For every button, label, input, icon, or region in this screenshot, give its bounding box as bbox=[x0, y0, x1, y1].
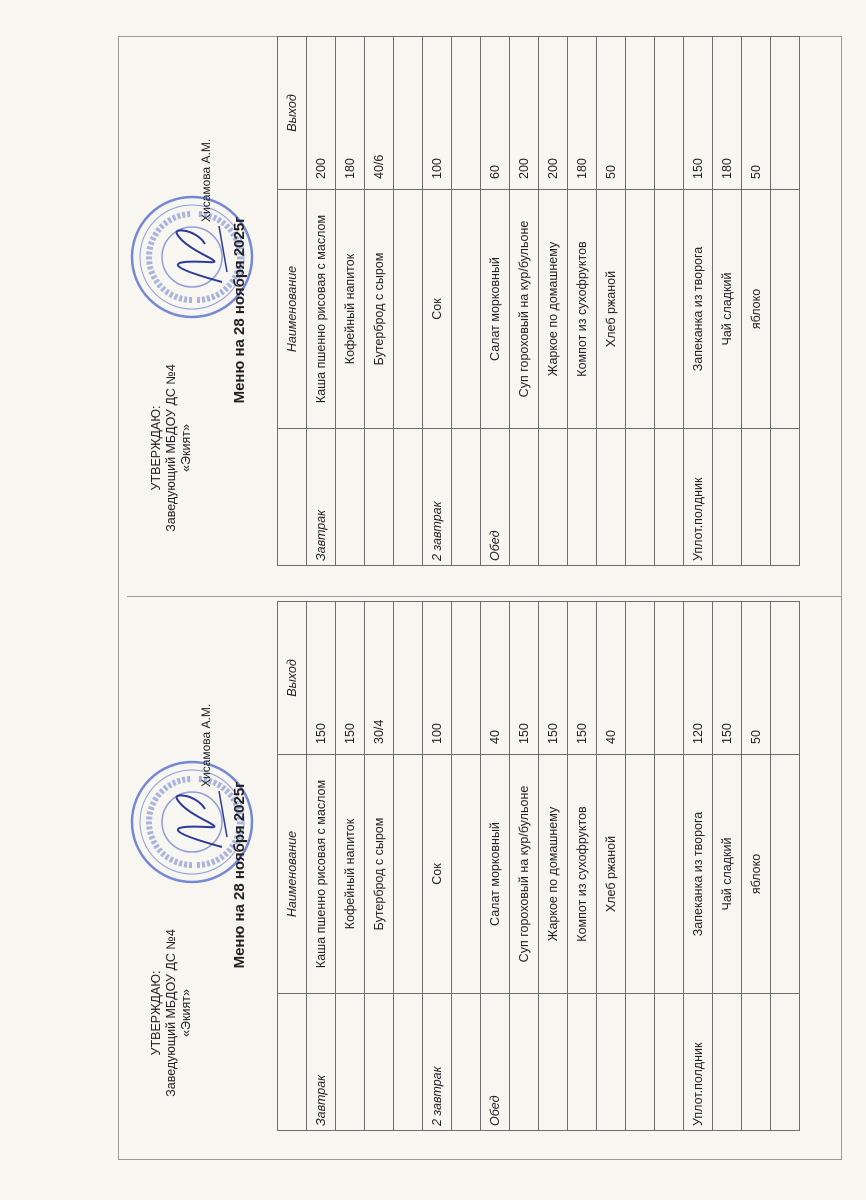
output-cell: 200 bbox=[307, 37, 336, 190]
meal-cell bbox=[394, 429, 423, 566]
meal-cell: Уплот.полдник bbox=[684, 429, 713, 566]
header-output: Выход bbox=[278, 37, 307, 190]
dish-cell bbox=[655, 755, 684, 994]
dish-cell bbox=[626, 190, 655, 429]
table-row bbox=[626, 602, 655, 1131]
dish-cell bbox=[771, 190, 800, 429]
output-cell bbox=[655, 602, 684, 755]
meal-cell bbox=[742, 994, 771, 1131]
table-row bbox=[452, 37, 481, 566]
table-row bbox=[336, 602, 365, 1131]
output-cell: 200 bbox=[510, 37, 539, 190]
output-cell: 60 bbox=[481, 37, 510, 190]
menu-rows bbox=[307, 37, 800, 566]
approval-org: «Экият» bbox=[179, 424, 193, 472]
dish-cell: Компот из сухофруктов bbox=[568, 190, 597, 429]
dish-cell: Хлеб ржаной bbox=[597, 190, 626, 429]
output-cell: 150 bbox=[307, 602, 336, 755]
table-row bbox=[481, 37, 510, 566]
output-cell: 180 bbox=[713, 37, 742, 190]
meal-cell bbox=[568, 994, 597, 1131]
dish-cell: Каша пшенно рисовая с маслом bbox=[307, 190, 336, 429]
output-cell: 100 bbox=[423, 602, 452, 755]
table-row bbox=[394, 602, 423, 1131]
meal-cell: Обед bbox=[481, 429, 510, 566]
meal-cell bbox=[365, 994, 394, 1131]
output-cell: 50 bbox=[597, 37, 626, 190]
output-cell bbox=[626, 37, 655, 190]
meal-cell bbox=[510, 994, 539, 1131]
table-row bbox=[510, 37, 539, 566]
header-meal bbox=[278, 994, 307, 1131]
table-row bbox=[452, 602, 481, 1131]
meal-cell: Обед bbox=[481, 994, 510, 1131]
meal-cell bbox=[771, 429, 800, 566]
table-row bbox=[713, 602, 742, 1131]
meal-cell bbox=[713, 429, 742, 566]
table-row bbox=[597, 602, 626, 1131]
output-cell bbox=[452, 602, 481, 755]
dish-cell: Каша пшенно рисовая с маслом bbox=[307, 755, 336, 994]
meal-cell: Завтрак bbox=[307, 994, 336, 1131]
dish-cell: Сок bbox=[423, 190, 452, 429]
output-cell: 180 bbox=[568, 37, 597, 190]
table-row bbox=[510, 602, 539, 1131]
dish-cell: яблоко bbox=[742, 190, 771, 429]
table-row bbox=[568, 602, 597, 1131]
header-dish: Наименование bbox=[278, 190, 307, 429]
dish-cell: Суп гороховый на кур/бульоне bbox=[510, 755, 539, 994]
output-cell: 180 bbox=[336, 37, 365, 190]
meal-cell bbox=[510, 429, 539, 566]
meal-cell bbox=[336, 994, 365, 1131]
dish-cell: Суп гороховый на кур/бульоне bbox=[510, 190, 539, 429]
output-cell: 40/6 bbox=[365, 37, 394, 190]
meal-cell bbox=[452, 994, 481, 1131]
table-row bbox=[626, 37, 655, 566]
output-cell: 120 bbox=[684, 602, 713, 755]
table-row bbox=[539, 602, 568, 1131]
meal-cell bbox=[597, 994, 626, 1131]
meal-cell bbox=[713, 994, 742, 1131]
table-row bbox=[423, 37, 452, 566]
table-row bbox=[684, 37, 713, 566]
menu-panel-2 bbox=[127, 35, 832, 590]
dish-cell: Бутерброд с сыром bbox=[365, 190, 394, 429]
menu-table bbox=[277, 36, 800, 566]
table-row bbox=[684, 602, 713, 1131]
meal-cell bbox=[539, 994, 568, 1131]
output-cell: 150 bbox=[568, 602, 597, 755]
dish-cell bbox=[771, 755, 800, 994]
output-cell bbox=[394, 37, 423, 190]
meal-cell bbox=[626, 429, 655, 566]
dish-cell bbox=[452, 755, 481, 994]
meal-cell bbox=[568, 429, 597, 566]
meal-cell bbox=[365, 429, 394, 566]
approval-position: Заведующий МБДОУ ДС №4 bbox=[164, 364, 178, 532]
dish-cell: Кофейный напиток bbox=[336, 755, 365, 994]
approval-position: Заведующий МБДОУ ДС №4 bbox=[164, 929, 178, 1097]
output-cell: 200 bbox=[539, 37, 568, 190]
dish-cell: Запеканка из творога bbox=[684, 755, 713, 994]
menu-rows bbox=[307, 602, 800, 1131]
dish-cell: Чай сладкий bbox=[713, 755, 742, 994]
dish-cell: Чай сладкий bbox=[713, 190, 742, 429]
output-cell: 150 bbox=[510, 602, 539, 755]
output-cell bbox=[626, 602, 655, 755]
menu-title: Меню на 28 ноября 2025г bbox=[231, 216, 248, 404]
approval-block bbox=[149, 903, 194, 1123]
signer-name: Хисамова А.М. bbox=[199, 138, 213, 222]
output-cell bbox=[771, 37, 800, 190]
menu-panel-1 bbox=[127, 600, 832, 1155]
output-cell: 150 bbox=[684, 37, 713, 190]
output-cell: 150 bbox=[713, 602, 742, 755]
table-row bbox=[655, 602, 684, 1131]
dish-cell: Бутерброд с сыром bbox=[365, 755, 394, 994]
output-cell bbox=[655, 37, 684, 190]
panel-divider bbox=[127, 596, 842, 597]
table-row bbox=[597, 37, 626, 566]
table-row bbox=[771, 602, 800, 1131]
dish-cell: Жаркое по домашнему bbox=[539, 190, 568, 429]
menu-title: Меню на 28 ноября 2025г bbox=[231, 781, 248, 969]
approval-org: «Экият» bbox=[179, 989, 193, 1037]
meal-cell bbox=[655, 429, 684, 566]
header-meal bbox=[278, 429, 307, 566]
header-dish: Наименование bbox=[278, 755, 307, 994]
signer-name: Хисамова А.М. bbox=[199, 703, 213, 787]
table-row bbox=[713, 37, 742, 566]
dish-cell: яблоко bbox=[742, 755, 771, 994]
meal-cell bbox=[626, 994, 655, 1131]
output-cell: 50 bbox=[742, 602, 771, 755]
dish-cell: Сок bbox=[423, 755, 452, 994]
approval-heading: УТВЕРЖДАЮ: bbox=[149, 970, 163, 1056]
output-cell bbox=[394, 602, 423, 755]
table-row bbox=[568, 37, 597, 566]
meal-cell bbox=[655, 994, 684, 1131]
output-cell: 40 bbox=[481, 602, 510, 755]
meal-cell bbox=[771, 994, 800, 1131]
table-row bbox=[307, 37, 336, 566]
table-row bbox=[307, 602, 336, 1131]
table-row bbox=[539, 37, 568, 566]
dish-cell: Компот из сухофруктов bbox=[568, 755, 597, 994]
meal-cell bbox=[539, 429, 568, 566]
table-row bbox=[365, 602, 394, 1131]
output-cell bbox=[452, 37, 481, 190]
dish-cell: Салат морковный bbox=[481, 755, 510, 994]
meal-cell bbox=[452, 429, 481, 566]
meal-cell bbox=[597, 429, 626, 566]
dish-cell: Хлеб ржаной bbox=[597, 755, 626, 994]
table-row bbox=[365, 37, 394, 566]
meal-cell bbox=[742, 429, 771, 566]
dish-cell: Запеканка из творога bbox=[684, 190, 713, 429]
table-row bbox=[655, 37, 684, 566]
output-cell: 30/4 bbox=[365, 602, 394, 755]
header-output: Выход bbox=[278, 602, 307, 755]
output-cell: 150 bbox=[336, 602, 365, 755]
dish-cell bbox=[626, 755, 655, 994]
meal-cell bbox=[336, 429, 365, 566]
table-header-row bbox=[278, 602, 307, 1131]
table-row bbox=[742, 37, 771, 566]
output-cell: 100 bbox=[423, 37, 452, 190]
table-row bbox=[423, 602, 452, 1131]
dish-cell bbox=[394, 190, 423, 429]
dish-cell: Кофейный напиток bbox=[336, 190, 365, 429]
approval-heading: УТВЕРЖДАЮ: bbox=[149, 405, 163, 491]
table-row bbox=[481, 602, 510, 1131]
meal-cell: Уплот.полдник bbox=[684, 994, 713, 1131]
dish-cell: Жаркое по домашнему bbox=[539, 755, 568, 994]
meal-cell: Завтрак bbox=[307, 429, 336, 566]
table-row bbox=[742, 602, 771, 1131]
output-cell: 150 bbox=[539, 602, 568, 755]
table-row bbox=[771, 37, 800, 566]
output-cell: 50 bbox=[742, 37, 771, 190]
menu-table bbox=[277, 601, 800, 1131]
meal-cell bbox=[394, 994, 423, 1131]
output-cell bbox=[771, 602, 800, 755]
dish-cell bbox=[655, 190, 684, 429]
approval-block bbox=[149, 338, 194, 558]
output-cell: 40 bbox=[597, 602, 626, 755]
dish-cell bbox=[394, 755, 423, 994]
table-header-row bbox=[278, 37, 307, 566]
dish-cell bbox=[452, 190, 481, 429]
meal-cell: 2 завтрак bbox=[423, 429, 452, 566]
dish-cell: Салат морковный bbox=[481, 190, 510, 429]
meal-cell: 2 завтрак bbox=[423, 994, 452, 1131]
table-row bbox=[336, 37, 365, 566]
table-row bbox=[394, 37, 423, 566]
